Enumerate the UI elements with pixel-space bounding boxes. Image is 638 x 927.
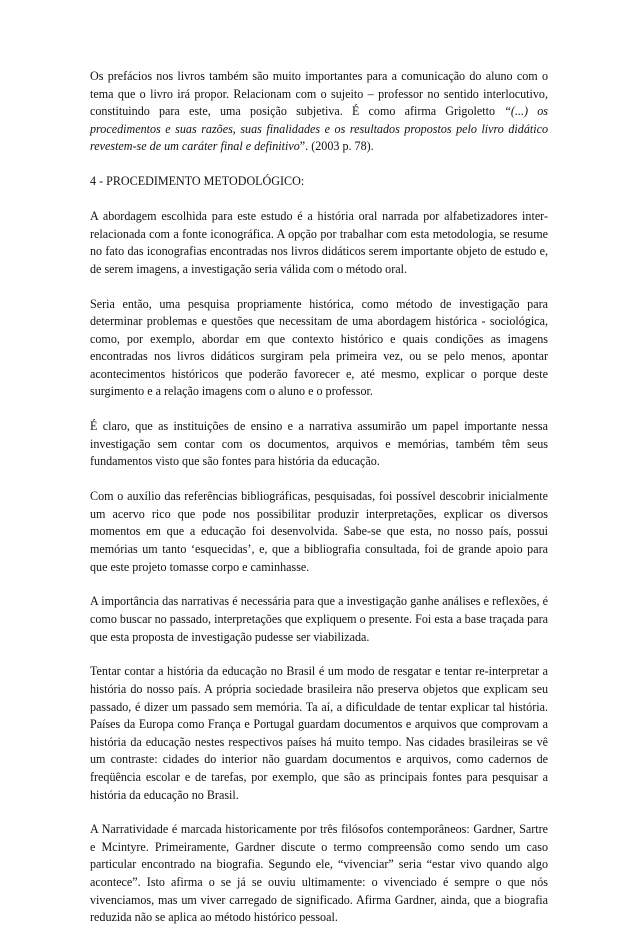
- section-heading: 4 - PROCEDIMENTO METODOLÓGICO:: [90, 174, 305, 189]
- paragraph-prefacios: [90, 68, 548, 156]
- paragraph-narrativas: A importância das narrativas é necessária para que a investigação ganhe análises e reflexões, é como buscar no passado, interpretações que expliquem o presente. Foi esta a base traçada para que esta proposta de investigação pudesse ser viabilizada.: [90, 594, 548, 644]
- paragraph-abordagem: A abordagem escolhida para este estudo é a história oral narrada por alfabetizadores inter-relacionada com a fonte iconográfica. A opção por trabalhar com esta metodologia, se resume no fato das iconografias encontradas nos livros didáticos serem importante objeto de estudo e, de serem imagens, a investigação seria válida com o método oral.: [90, 208, 548, 276]
- paragraph-pesquisa-historica: Seria então, uma pesquisa propriamente histórica, como método de investigação para determinar problemas e questões que necessitam de uma abordagem histórica - sociológica, como, por exemplo, abordar em que contexto histórico e quais condições as imagens encontradas nos livros didáticos surgiram pela primeira vez, ou se pelo menos, apontar acontecimentos históricos que poderão favorecer e, até mesmo, explicar o porque deste surgimento e a relação imagens com o aluno e o professor.: [90, 296, 548, 399]
- paragraph-referencias: Com o auxílio das referências bibliográficas, pesquisadas, foi possível descobrir inicialmente um acervo rico que pode nos possibilitar produzir interpretações, explicar os diversos momentos em que a educação foi desenvolvida. Sabe-se que esta, no nosso país, possui memórias um tanto ‘esquecidas’, e, que a bibliografia consultada, foi de grande apoio para que este projeto tomasse corpo e caminhasse.: [90, 489, 548, 574]
- quote-citation: ”. (2003 p. 78).: [299, 139, 374, 154]
- paragraph-historia-educacao: Tentar contar a história da educação no Brasil é um modo de resgatar e tentar re-interpretar a história do nosso país. A própria sociedade brasileira não preserva objetos que explicam seu passado, é dizer um passado sem memória. Ta aí, a dificuldade de tentar explicar tal história. Países da Europa como França e Portugal guardam documentos e arquivos que comprovam a história da educação nestes respectivos países há muito tempo. Nas cidades brasileiras se vê um contraste: cidades do interior não guardam documentos e arquivos, como cadernos de freqüência escolar e de tarefas, por exemplo, que são as principais fontes para pesquisar a história da educação no Brasil.: [90, 664, 548, 802]
- paragraph-narratividade: A Narratividade é marcada historicamente por três filósofos contemporâneos: Gardner, Sartre e Mcintyre. Primeiramente, Gardner discute o termo compreensão como sendo um caso particular encontrado na biografia. Segundo ele, “vivenciar” seria “estar vivo quando algo acontece”. Isto afirma o se já se ouviu ultimamente: o vivenciado é sempre o que nós vivenciamos, mas um viver carregado de significado. Afirma Gardner, ainda, que a biografia reduzida não se aplica ao método histórico pessoal.: [90, 822, 548, 925]
- paragraph-prefacios-text: Os prefácios nos livros também são muito importantes para a comunicação do aluno com o tema que o livro irá propor. Relacionam com o sujeito – professor no sentido interlocutivo, constituindo para este, uma posição subjetiva. É como afirma Grigoletto: [90, 69, 548, 119]
- document-page: [90, 68, 548, 927]
- paragraph-instituicoes: É claro, que as instituições de ensino e a narrativa assumirão um papel importante nessa investigação sem contar com os documentos, arquivos e memórias, também têm seus fundamentos visto que são fontes para história da educação.: [90, 419, 548, 469]
- grigoletto-quote: “(...) os procedimentos e suas razões, suas finalidades e os resultados propostos pelo livro didático revestem-se de um caráter final e definitivo: [90, 104, 548, 154]
